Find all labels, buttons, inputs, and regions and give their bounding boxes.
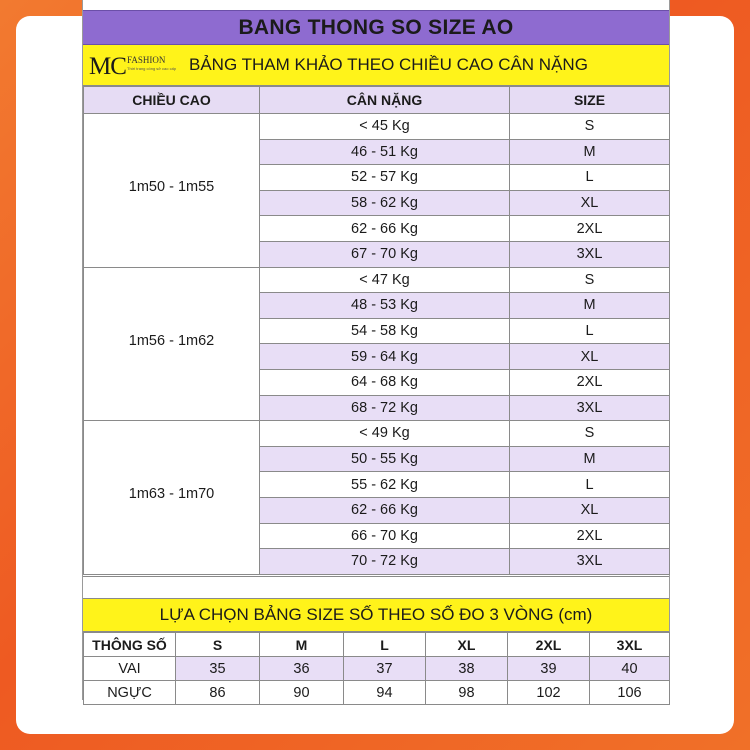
weight-cell: 52 - 57 Kg	[260, 165, 510, 191]
size-cell: 2XL	[510, 369, 670, 395]
column-header-size: XL	[426, 633, 508, 657]
column-header-height: CHIỀU CAO	[84, 87, 260, 114]
column-header-size: 3XL	[590, 633, 670, 657]
measurement-cell: 35	[176, 657, 260, 681]
weight-cell: 64 - 68 Kg	[260, 369, 510, 395]
weight-cell: 62 - 66 Kg	[260, 216, 510, 242]
weight-cell: 59 - 64 Kg	[260, 344, 510, 370]
size-cell: 2XL	[510, 523, 670, 549]
measurement-cell: 36	[260, 657, 344, 681]
row-label: VAI	[84, 657, 176, 681]
height-range-cell: 1m56 - 1m62	[84, 267, 260, 421]
size-cell: S	[510, 421, 670, 447]
size-cell: 3XL	[510, 549, 670, 575]
size-cell: XL	[510, 497, 670, 523]
size-chart-sheet	[82, 0, 670, 700]
table-row	[84, 421, 670, 447]
mc-fashion-logo	[89, 51, 177, 79]
weight-cell: 46 - 51 Kg	[260, 139, 510, 165]
column-header-size: M	[260, 633, 344, 657]
column-header-size: S	[176, 633, 260, 657]
weight-cell: 67 - 70 Kg	[260, 241, 510, 267]
measurement-cell: 106	[590, 681, 670, 705]
weight-cell: 55 - 62 Kg	[260, 472, 510, 498]
page-title: BANG THONG SO SIZE AO	[83, 10, 669, 45]
measurement-cell: 38	[426, 657, 508, 681]
size-cell: S	[510, 114, 670, 140]
measurement-cell: 90	[260, 681, 344, 705]
logo-mc-text: MC	[89, 53, 126, 80]
size-cell: M	[510, 139, 670, 165]
subtitle-band	[83, 45, 669, 86]
table-row	[84, 657, 670, 681]
size-cell: L	[510, 165, 670, 191]
table-header-row	[84, 87, 670, 114]
weight-cell: 70 - 72 Kg	[260, 549, 510, 575]
subtitle: BẢNG THAM KHẢO THEO CHIỀU CAO CÂN NẶNG	[189, 55, 588, 74]
weight-cell: 50 - 55 Kg	[260, 446, 510, 472]
weight-cell: 54 - 58 Kg	[260, 318, 510, 344]
logo-fashion-text: FASHION	[127, 55, 166, 65]
size-cell: M	[510, 446, 670, 472]
logo-tagline: Thời trang công sở cao cấp	[127, 66, 177, 71]
column-header-parameter: THÔNG SỐ	[84, 633, 176, 657]
sparkle-icon: ✦	[700, 619, 709, 630]
weight-cell: < 49 Kg	[260, 421, 510, 447]
table-row	[84, 267, 670, 293]
size-cell: 3XL	[510, 395, 670, 421]
sparkle-icon: ✦	[40, 149, 49, 160]
column-header-size: L	[344, 633, 426, 657]
column-header-size: 2XL	[508, 633, 590, 657]
weight-cell: 48 - 53 Kg	[260, 293, 510, 319]
size-cell: 3XL	[510, 241, 670, 267]
measurement-cell: 94	[344, 681, 426, 705]
measurement-cell: 86	[176, 681, 260, 705]
size-cell: L	[510, 472, 670, 498]
size-cell: XL	[510, 190, 670, 216]
weight-cell: 68 - 72 Kg	[260, 395, 510, 421]
table-row	[84, 681, 670, 705]
size-cell: S	[510, 267, 670, 293]
weight-cell: 62 - 66 Kg	[260, 497, 510, 523]
column-header-size: SIZE	[510, 87, 670, 114]
size-cell: L	[510, 318, 670, 344]
weight-cell: 66 - 70 Kg	[260, 523, 510, 549]
spacer-row	[83, 576, 669, 598]
height-weight-size-table	[83, 86, 670, 575]
weight-cell: < 47 Kg	[260, 267, 510, 293]
height-range-cell: 1m50 - 1m55	[84, 114, 260, 268]
measurement-cell: 39	[508, 657, 590, 681]
height-range-cell: 1m63 - 1m70	[84, 421, 260, 575]
row-label: NGỰC	[84, 681, 176, 705]
weight-cell: 58 - 62 Kg	[260, 190, 510, 216]
measurement-cell: 98	[426, 681, 508, 705]
size-cell: 2XL	[510, 216, 670, 242]
size-cell: M	[510, 293, 670, 319]
measurement-cell: 40	[590, 657, 670, 681]
size-cell: XL	[510, 344, 670, 370]
measurement-table	[83, 632, 670, 705]
weight-cell: < 45 Kg	[260, 114, 510, 140]
measurement-cell: 102	[508, 681, 590, 705]
column-header-weight: CÂN NẶNG	[260, 87, 510, 114]
table-header-row	[84, 633, 670, 657]
measurement-cell: 37	[344, 657, 426, 681]
table-row	[84, 114, 670, 140]
measurement-section-title: LỰA CHỌN BẢNG SIZE SỐ THEO SỐ ĐO 3 VÒNG (cm)	[83, 598, 669, 632]
